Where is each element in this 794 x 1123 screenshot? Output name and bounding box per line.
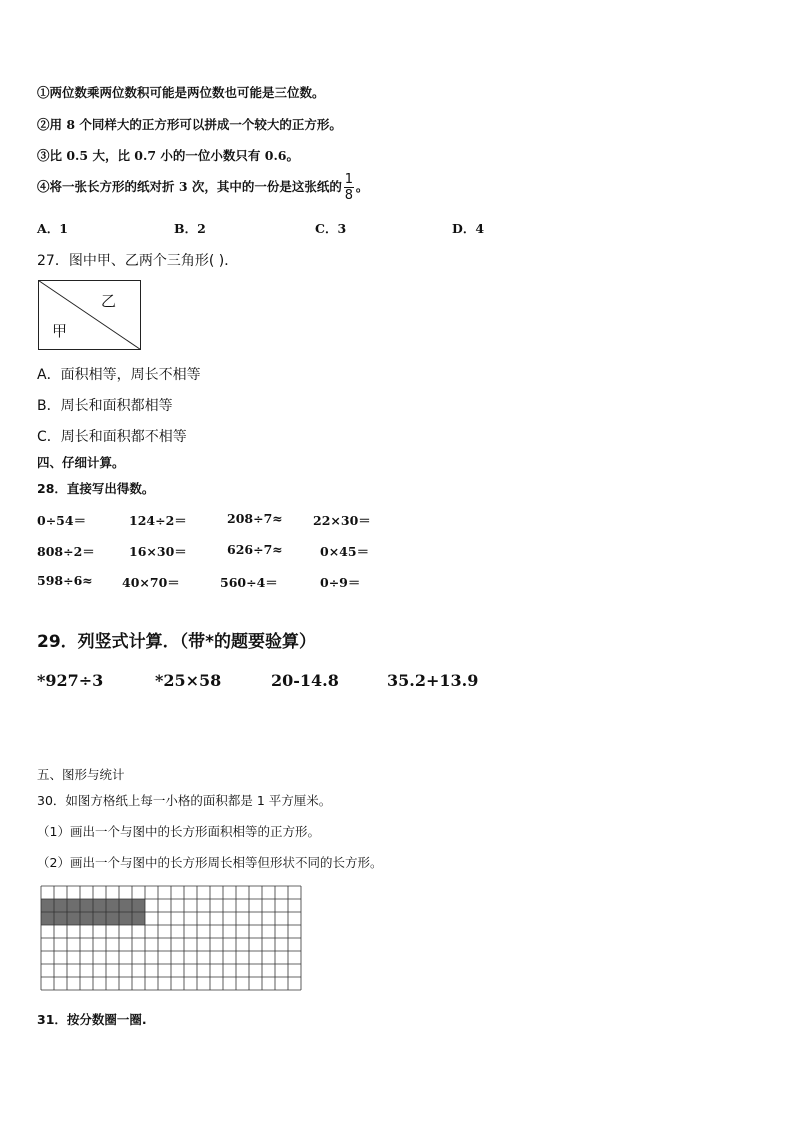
calc-item: 22×30＝ bbox=[313, 513, 371, 528]
vertical-calc-item: *25×58 bbox=[155, 671, 222, 690]
fraction-numerator: 1 bbox=[344, 172, 354, 187]
statement-1: ①两位数乘两位数积可能是两位数也可能是三位数。 bbox=[37, 85, 325, 100]
vertical-calc-item: 35.2+13.9 bbox=[387, 671, 479, 690]
calc-item: 626÷7≈ bbox=[227, 542, 283, 557]
choice-a[interactable]: A．1 bbox=[37, 221, 68, 236]
calc-item: 208÷7≈ bbox=[227, 511, 283, 526]
triangle-figure bbox=[38, 280, 141, 350]
calc-item: 0×45＝ bbox=[320, 544, 370, 559]
calc-item: 808÷2＝ bbox=[37, 544, 95, 559]
calc-item: 0÷9＝ bbox=[320, 575, 361, 590]
q30-title: 30．如图方格纸上每一小格的面积都是 1 平方厘米。 bbox=[37, 793, 332, 808]
label-yi: 乙 bbox=[101, 292, 117, 310]
q30-part-2: （2）画出一个与图中的长方形周长相等但形状不同的长方形。 bbox=[37, 855, 383, 870]
grid-paper[interactable] bbox=[40, 885, 302, 991]
q27-option-b[interactable]: B．周长和面积都相等 bbox=[37, 398, 173, 414]
q27-option-a[interactable]: A．面积相等，周长不相等 bbox=[37, 367, 201, 383]
statement-4 bbox=[37, 172, 368, 203]
calc-item: 40×70＝ bbox=[122, 575, 180, 590]
choice-c[interactable]: C．3 bbox=[315, 221, 347, 236]
choice-b[interactable]: B．2 bbox=[174, 221, 206, 236]
statement-4-text: ④将一张长方形的纸对折 3 次，其中的一份是这张纸的 bbox=[37, 179, 342, 194]
fraction-denominator: 8 bbox=[344, 188, 354, 203]
vertical-calc-item: 20-14.8 bbox=[271, 671, 339, 690]
fraction-one-eighth bbox=[344, 172, 354, 203]
square-grid[interactable] bbox=[40, 885, 302, 995]
calc-item: 124÷2＝ bbox=[129, 513, 187, 528]
choice-d[interactable]: D．4 bbox=[452, 221, 485, 236]
q28-title: 28．直接写出得数。 bbox=[37, 481, 155, 496]
statement-2: ②用 8 个同样大的正方形可以拼成一个较大的正方形。 bbox=[37, 117, 342, 132]
q30-part-1: （1）画出一个与图中的长方形面积相等的正方形。 bbox=[37, 824, 320, 839]
label-jia: 甲 bbox=[52, 322, 68, 340]
calc-item: 0÷54＝ bbox=[37, 513, 87, 528]
q27-title: 27．图中甲、乙两个三角形( )． bbox=[37, 253, 239, 269]
q27-option-c[interactable]: C．周长和面积都不相等 bbox=[37, 429, 187, 445]
calc-item: 16×30＝ bbox=[129, 544, 187, 559]
section-4-heading: 四、仔细计算。 bbox=[37, 455, 125, 470]
section-5-heading: 五、图形与统计 bbox=[37, 767, 125, 782]
statement-3: ③比 0.5 大，比 0.7 小的一位小数只有 0.6。 bbox=[37, 148, 300, 163]
calc-item: 598÷6≈ bbox=[37, 573, 93, 588]
vertical-calc-item: *927÷3 bbox=[37, 671, 104, 690]
calc-item: 560÷4＝ bbox=[220, 575, 278, 590]
statement-4-end: 。 bbox=[355, 179, 369, 194]
q29-title: 29．列竖式计算．（带*的题要验算） bbox=[37, 632, 317, 652]
q31-title: 31．按分数圈一圈. bbox=[37, 1012, 147, 1027]
